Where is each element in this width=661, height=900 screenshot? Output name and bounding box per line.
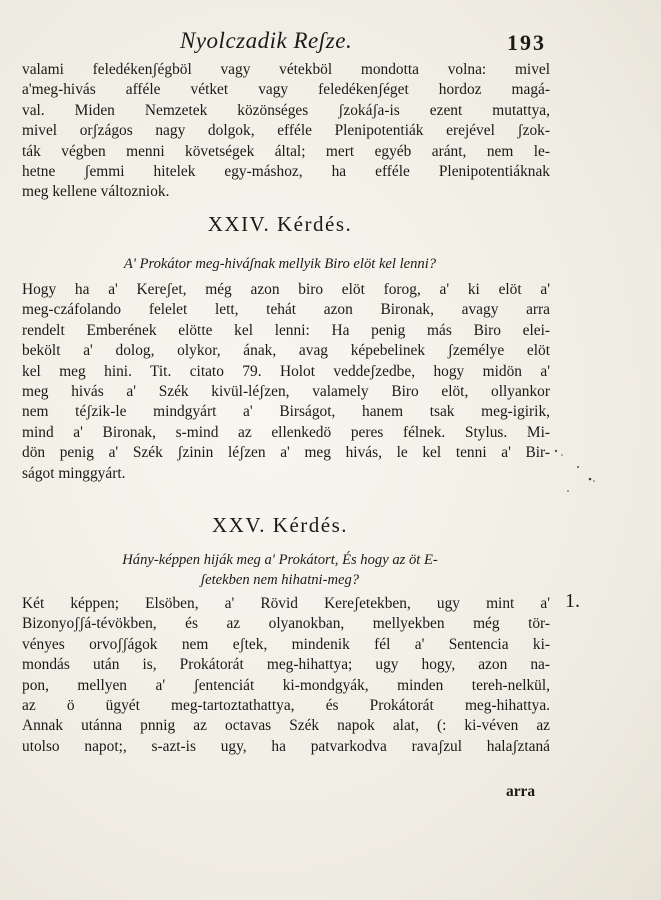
page-number: 193 <box>507 30 546 55</box>
text-line: val. Miden Nemzetek közönséges ʃzokáʃa-is ezent mutattya, <box>22 101 550 119</box>
ink-specks-decoration <box>548 445 608 505</box>
section-25-heading: XXV. Kérdés. <box>211 513 348 537</box>
text-line: ták végben menni követségek által; mert egyéb aránt, nem le- <box>22 142 550 160</box>
text-line: Két képpen; Elsöben, a' Rövid Kereʃetekben, ugy mint a' <box>22 595 550 612</box>
text-line: az ö ügyét meg-tartoztathattya, és Prokátorát meg-hihattya. <box>22 696 550 714</box>
text-line: rendelt Emberének elötte kel lenni: Ha penig más Biro elei- <box>22 321 550 339</box>
margin-note: 1. <box>565 590 580 612</box>
text-line: ságot minggyárt. <box>22 464 126 482</box>
text-line: meg-czáfolando felelet lett, tehát azon Bironak, avagy arra <box>22 301 550 319</box>
text-line: meg hivás a' Szék kivül-léʃzen, valamely Biro elöt, ollyankor <box>22 382 550 400</box>
text-line: Annak utánna pnnig az octavas Szék napok alat, (: ki-véven az <box>22 717 550 735</box>
section-24-heading: XXIV. Kérdés. <box>207 212 353 236</box>
text-line: nem téʃzik-le mindgyárt a' Birságot, hanem tsak meg-igirik, <box>22 403 550 421</box>
section-25-subtitle-line-2: ʃetekben nem hihatni-meg? <box>200 572 360 588</box>
section-24-body <box>22 280 550 484</box>
text-line: dön penig a' Szék ʃzinin léʃzen a' meg hivás, le kel tenni a' Bir- <box>22 444 550 462</box>
text-line: a'meg-hivás afféle vétket vagy feledékenʃéget hordoz magá- <box>22 81 550 99</box>
text-line: Bizonyoʃʃá-tévökben, és az olyanokban, mellyekben még tör- <box>22 615 550 633</box>
catchword: arra <box>506 783 536 800</box>
text-line: kel meg hini. Tit. citato 79. Holot veddeʃzedbe, hogy midön a' <box>22 362 550 380</box>
text-line: mind a' Bironak, s-mind az ellenkedö peres félnek. Stylus. Mi- <box>22 423 550 441</box>
paragraph-1 <box>22 60 550 203</box>
text-line: utolso napot;, s-azt-is ugy, ha patvarkodva ravaʃzul halaʃztaná <box>22 737 550 755</box>
section-24-subtitle: A' Prokátor meg-hiváʃnak mellyik Biro elöt kel lenni? <box>123 256 437 272</box>
running-head-title: Nyolczadik Reʃze. <box>180 28 353 53</box>
text-line: vényes orvoʃʃágok nem eʃtek, mindenik fél a' Sentencia ki- <box>22 635 550 653</box>
section-25-body <box>22 594 550 757</box>
text-line: mondás után is, Prokátorát meg-hihattya; ugy hogy, azon na- <box>22 656 550 674</box>
text-line: pon, mellyen a' ʃentenciát ki-mondgyák, minden tereh-nelkül, <box>22 676 550 694</box>
text-line: hetne ʃemmi hitelek egy-máshoz, ha efféle Plenipotentiáknak <box>22 162 550 180</box>
text-line: bekölt a' dolog, olykor, ának, avag képebelinek ʃzemélye elöt <box>22 342 550 360</box>
text-line: Hogy ha a' Kereʃet, még azon biro elöt forog, a' ki elöt a' <box>22 281 550 298</box>
text-line: valami feledékenʃégböl vagy vétekböl mondotta volna: mivel <box>22 61 550 78</box>
text-line: mivel orʃzágos nagy dolgok, efféle Plenipotentiák erejével ʃzok- <box>22 122 550 140</box>
section-25-subtitle-line-1: Hány-képpen hiják meg a' Prokátort, És hogy az öt E- <box>122 552 438 568</box>
text-line: meg kellene változniok. <box>22 183 170 201</box>
running-head <box>0 28 600 56</box>
